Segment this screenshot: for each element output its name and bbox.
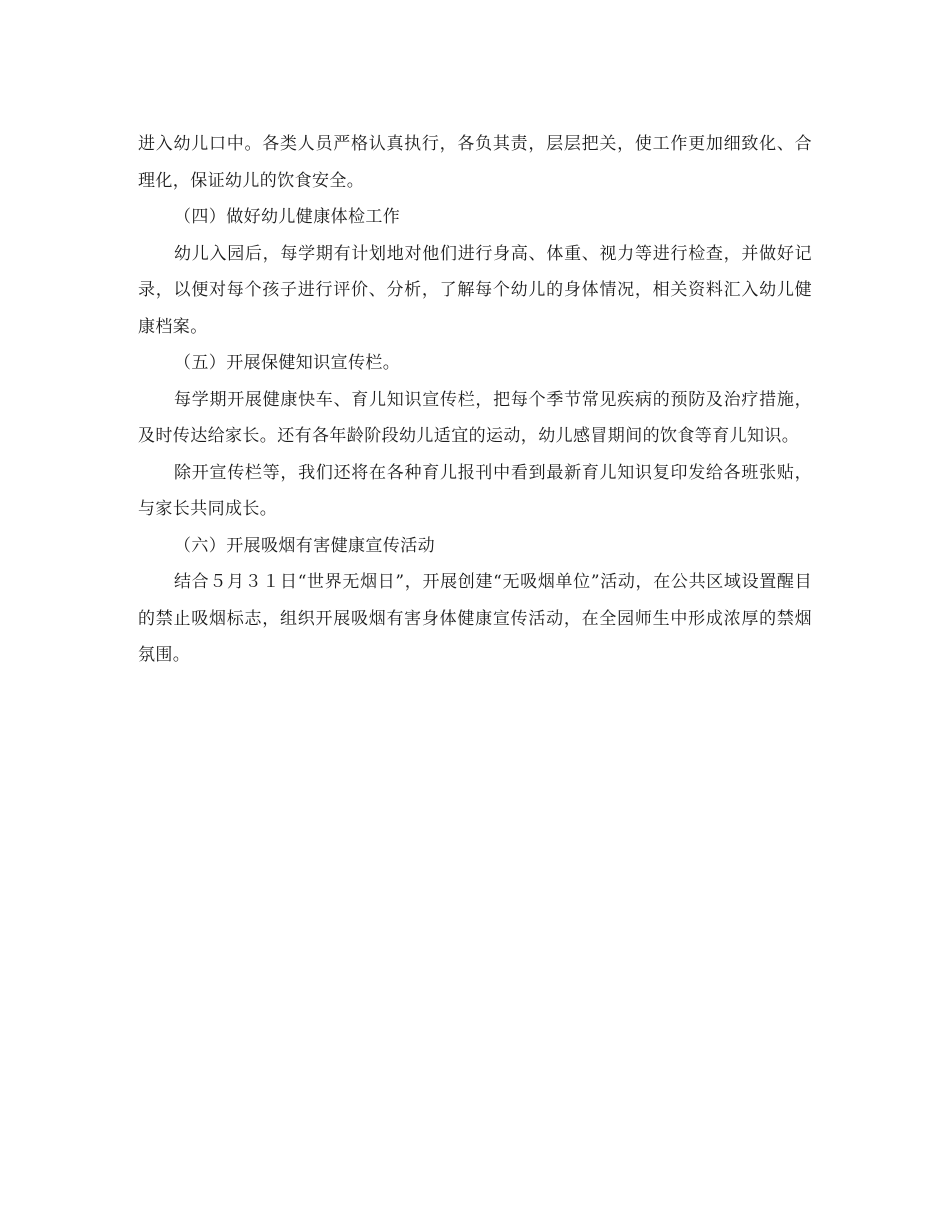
section-heading-anti-smoking: （六）开展吸烟有害健康宣传活动 [174,535,435,556]
paragraph-health-checkup: 幼儿入园后，每学期有计划地对他们进行身高、体重、视力等进行检查，并做好记录，以便对每个孩子进行评价、分析，了解每个幼儿的身体情况，相关资料汇入幼儿健康档案。 [138,243,812,337]
paragraph-parenting-materials: 除开宣传栏等，我们还将在各种育儿报刊中看到最新育儿知识复印发给各班张贴，与家长共同成长。 [138,462,812,519]
document-body [138,126,812,674]
paragraph-health-knowledge-board: 每学期开展健康快车、育儿知识宣传栏，把每个季节常见疾病的预防及治疗措施，及时传达给家长。还有各年龄阶段幼儿适宜的运动，幼儿感冒期间的饮食等育儿知识。 [138,389,812,446]
paragraph-food-safety-continuation: 进入幼儿口中。各类人员严格认真执行，各负其责，层层把关，使工作更加细致化、合理化，保证幼儿的饮食安全。 [138,134,812,191]
paragraph-anti-smoking: 结合５月３１日“世界无烟日”，开展创建“无吸烟单位”活动，在公共区域设置醒目的禁止吸烟标志，组织开展吸烟有害身体健康宣传活动，在全园师生中形成浓厚的禁烟氛围。 [138,572,812,665]
section-heading-health-checkup: （四）做好幼儿健康体检工作 [174,207,401,227]
section-heading-health-knowledge-board: （五）开展保健知识宣传栏。 [174,353,401,373]
